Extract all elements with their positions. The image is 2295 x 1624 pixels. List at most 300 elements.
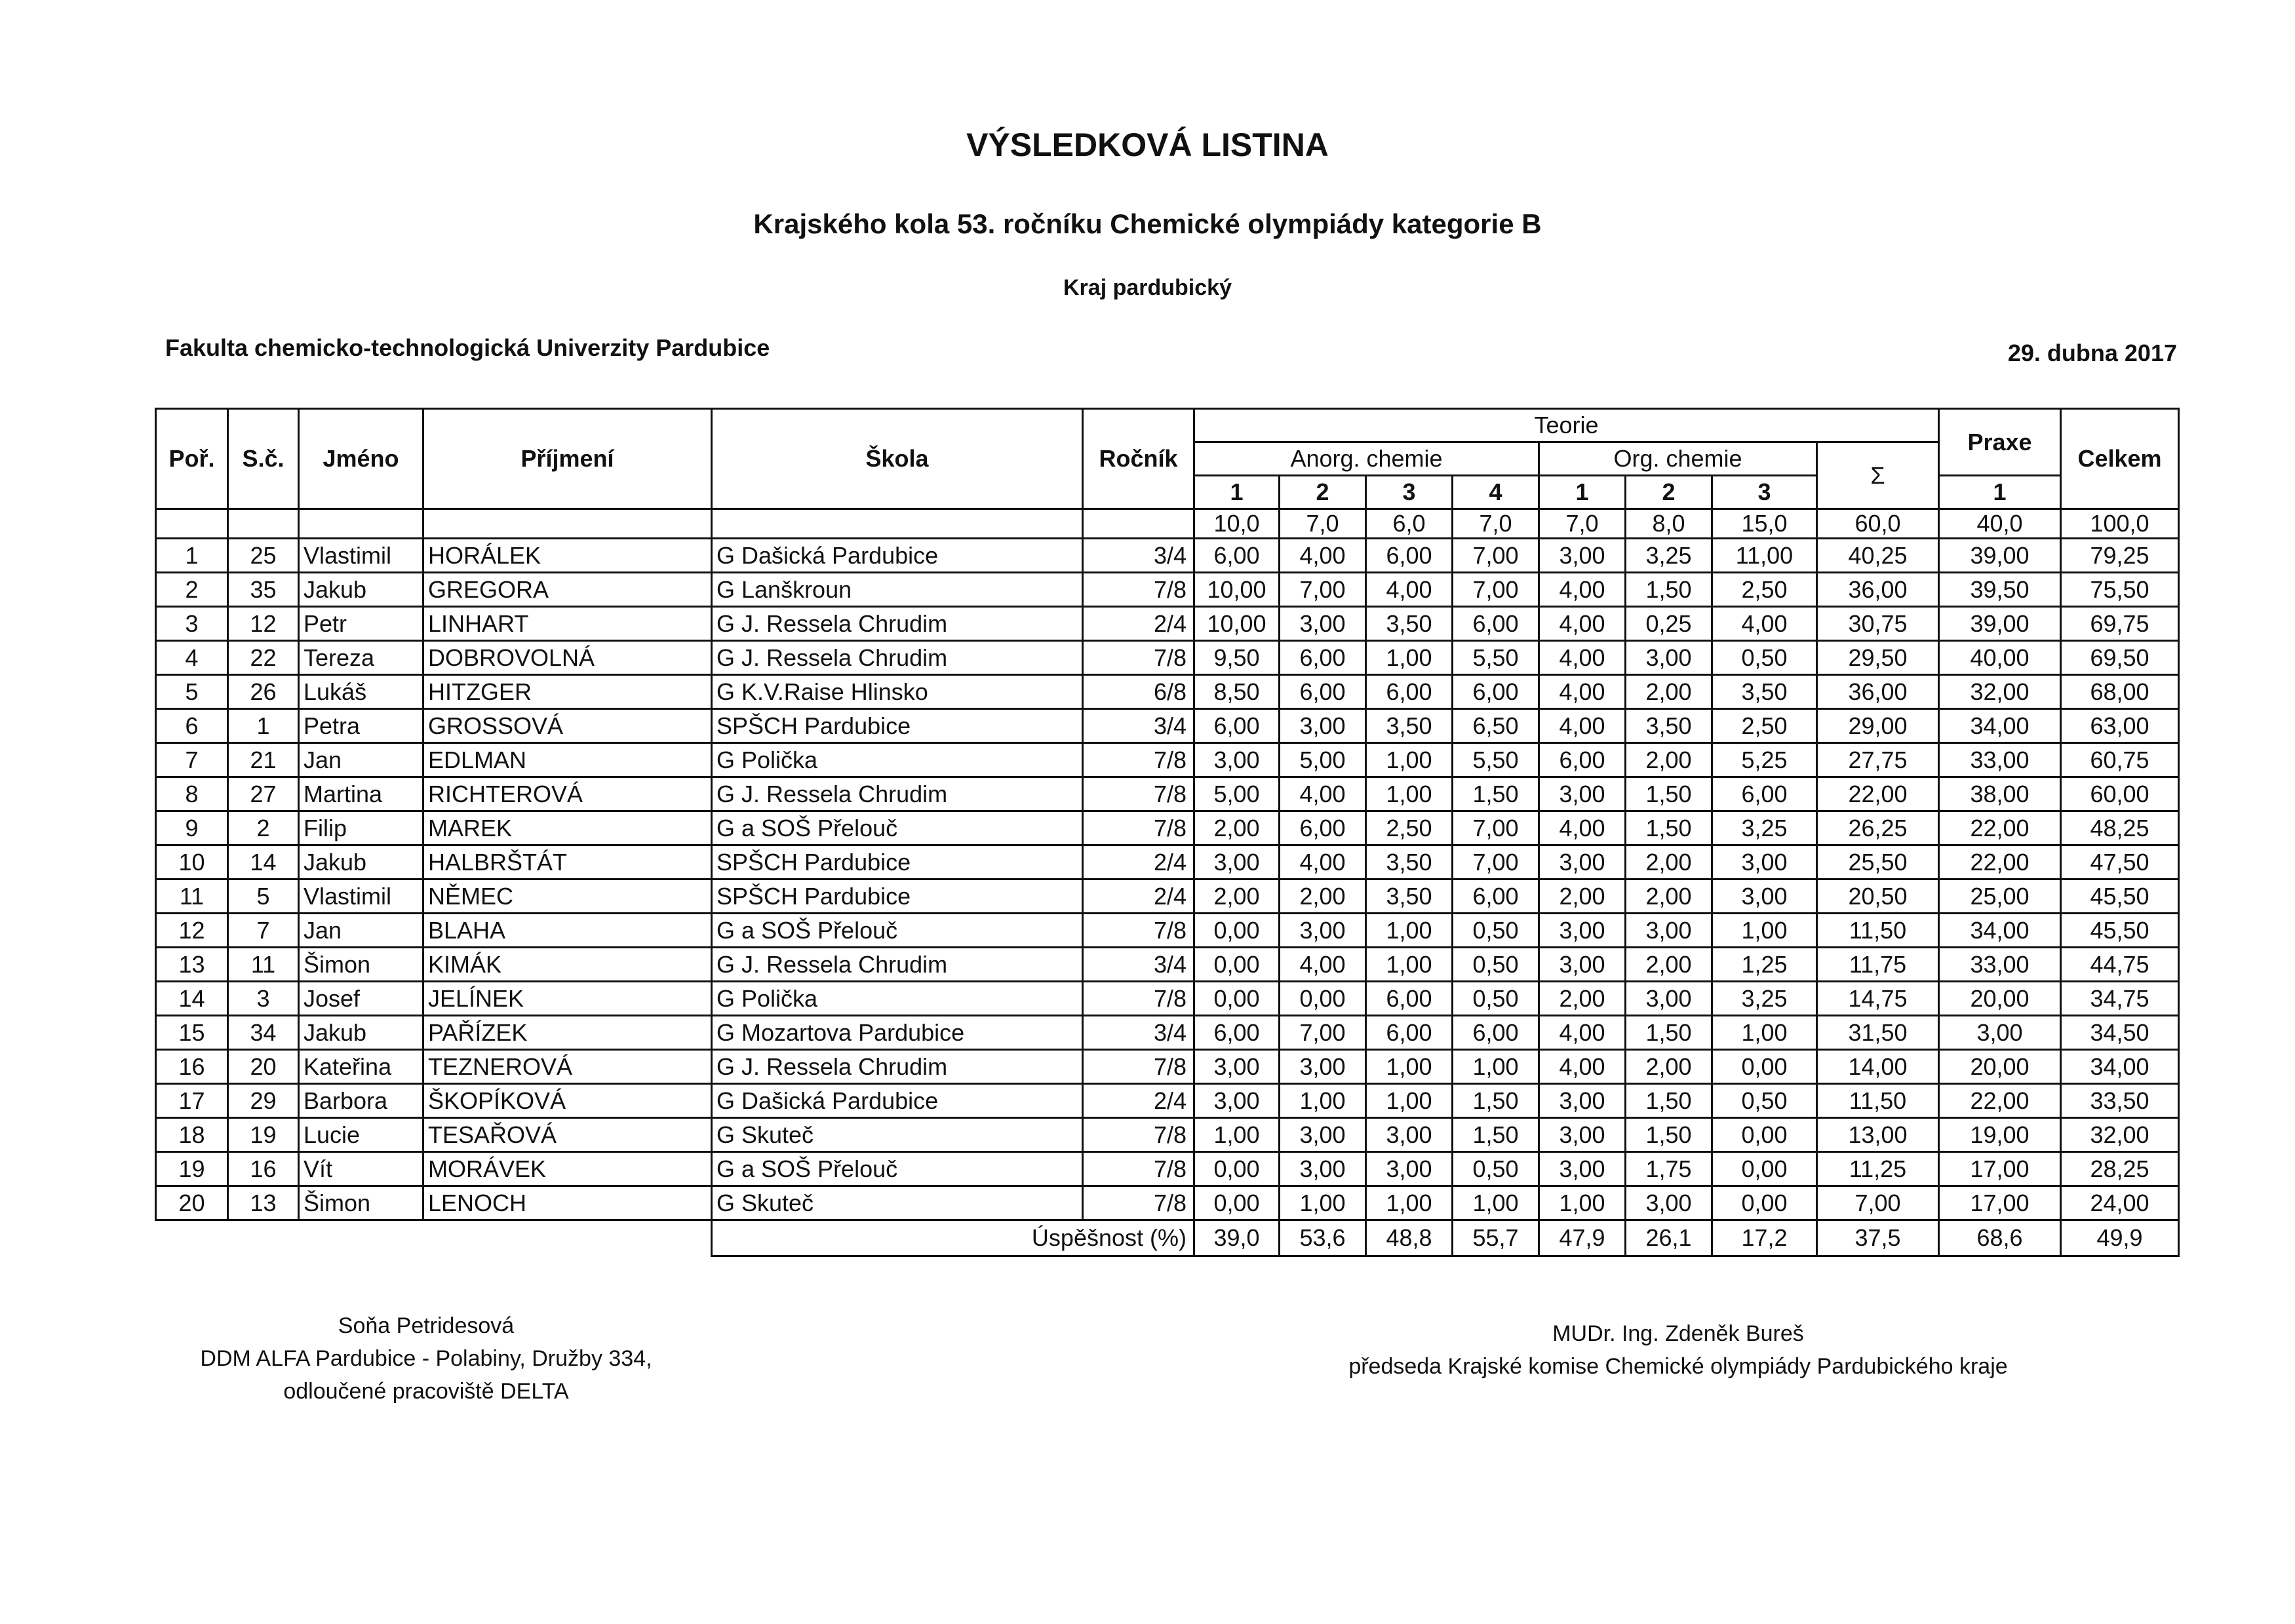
grade-cell: 2/4: [1083, 607, 1194, 641]
date-label: 29. dubna 2017: [2007, 339, 2177, 366]
max-points-cell: 6,0: [1366, 509, 1453, 539]
signature-left-line3: odloučené pracoviště DELTA: [283, 1379, 569, 1404]
last-name-cell: TEZNEROVÁ: [423, 1050, 712, 1084]
table-row: [156, 607, 2179, 641]
max-points-spacer: [156, 509, 228, 539]
org-3-cell: 0,50: [1712, 1084, 1817, 1118]
praxe-cell: 20,00: [1939, 1050, 2061, 1084]
max-points-spacer: [712, 509, 1083, 539]
anorg-3-cell: 3,50: [1366, 709, 1453, 743]
anorg-2-cell: 0,00: [1280, 982, 1366, 1016]
rank-cell: 12: [156, 914, 228, 948]
org-2-cell: 2,00: [1626, 1050, 1712, 1084]
anorg-1-cell: 3,00: [1194, 1050, 1280, 1084]
max-points-cell: 60,0: [1817, 509, 1939, 539]
anorg-1-cell: 0,00: [1194, 1152, 1280, 1186]
success-cell: 17,2: [1712, 1220, 1817, 1256]
school-cell: SPŠCH Pardubice: [712, 880, 1083, 914]
grade-cell: 7/8: [1083, 1152, 1194, 1186]
praxe-cell: 20,00: [1939, 982, 2061, 1016]
anorg-2-cell: 1,00: [1280, 1186, 1366, 1220]
grade-cell: 3/4: [1083, 539, 1194, 573]
start-number-cell: 14: [228, 845, 299, 880]
anorg-3-cell: 4,00: [1366, 573, 1453, 607]
rank-cell: 6: [156, 709, 228, 743]
faculty-label: Fakulta chemicko-technologická Univerzity Pardubice: [165, 334, 770, 361]
rank-cell: 1: [156, 539, 228, 573]
last-name-cell: HITZGER: [423, 675, 712, 709]
last-name-cell: NĚMEC: [423, 880, 712, 914]
max-points-cell: 40,0: [1939, 509, 2061, 539]
success-cell: 68,6: [1939, 1220, 2061, 1256]
school-cell: G Dašická Pardubice: [712, 539, 1083, 573]
anorg-1-cell: 9,50: [1194, 641, 1280, 675]
table-row: [156, 709, 2179, 743]
anorg-2-cell: 3,00: [1280, 1050, 1366, 1084]
last-name-cell: JELÍNEK: [423, 982, 712, 1016]
school-cell: G Dašická Pardubice: [712, 1084, 1083, 1118]
anorg-3-cell: 3,50: [1366, 607, 1453, 641]
anorg-4-cell: 1,00: [1453, 1050, 1539, 1084]
anorg-3-cell: 3,50: [1366, 880, 1453, 914]
rank-cell: 14: [156, 982, 228, 1016]
first-name-cell: Vít: [299, 1152, 423, 1186]
first-name-cell: Vlastimil: [299, 539, 423, 573]
anorg-3-cell: 1,00: [1366, 743, 1453, 777]
praxe-cell: 38,00: [1939, 777, 2061, 811]
school-cell: G J. Ressela Chrudim: [712, 777, 1083, 811]
rank-cell: 19: [156, 1152, 228, 1186]
anorg-1-cell: 10,00: [1194, 573, 1280, 607]
anorg-3-cell: 6,00: [1366, 539, 1453, 573]
rank-cell: 20: [156, 1186, 228, 1220]
anorg-1-cell: 10,00: [1194, 607, 1280, 641]
table-row: [156, 1152, 2179, 1186]
sigma-cell: 11,75: [1817, 948, 1939, 982]
praxe-cell: 40,00: [1939, 641, 2061, 675]
total-cell: 68,00: [2061, 675, 2179, 709]
sigma-cell: 14,75: [1817, 982, 1939, 1016]
grade-cell: 6/8: [1083, 675, 1194, 709]
region-label: Kraj pardubický: [1063, 275, 1232, 300]
anorg-2-cell: 6,00: [1280, 641, 1366, 675]
anorg-4-cell: 1,50: [1453, 1118, 1539, 1152]
anorg-4-cell: 1,50: [1453, 1084, 1539, 1118]
last-name-cell: GROSSOVÁ: [423, 709, 712, 743]
header-celkem: Celkem: [2061, 409, 2179, 509]
org-2-cell: 3,50: [1626, 709, 1712, 743]
school-cell: G J. Ressela Chrudim: [712, 1050, 1083, 1084]
grade-cell: 7/8: [1083, 1050, 1194, 1084]
table-row: [156, 777, 2179, 811]
org-3-cell: 5,25: [1712, 743, 1817, 777]
anorg-3-cell: 6,00: [1366, 675, 1453, 709]
anorg-1-cell: 1,00: [1194, 1118, 1280, 1152]
grade-cell: 2/4: [1083, 1084, 1194, 1118]
signature-right: [1285, 1317, 2071, 1383]
total-cell: 48,25: [2061, 811, 2179, 845]
table-row: [156, 914, 2179, 948]
anorg-4-cell: 0,50: [1453, 1152, 1539, 1186]
start-number-cell: 5: [228, 880, 299, 914]
grade-cell: 7/8: [1083, 573, 1194, 607]
anorg-3-cell: 1,00: [1366, 641, 1453, 675]
table-row: [156, 641, 2179, 675]
max-points-spacer: [1083, 509, 1194, 539]
school-cell: G Polička: [712, 743, 1083, 777]
header-anorg-3: 3: [1366, 476, 1453, 509]
first-name-cell: Martina: [299, 777, 423, 811]
org-2-cell: 1,50: [1626, 1084, 1712, 1118]
first-name-cell: Barbora: [299, 1084, 423, 1118]
header-rocnik: Ročník: [1083, 409, 1194, 509]
anorg-1-cell: 2,00: [1194, 811, 1280, 845]
max-points-spacer: [423, 509, 712, 539]
success-cell: 26,1: [1626, 1220, 1712, 1256]
org-2-cell: 1,50: [1626, 1118, 1712, 1152]
school-cell: G Skuteč: [712, 1118, 1083, 1152]
sigma-cell: 30,75: [1817, 607, 1939, 641]
table-row: [156, 743, 2179, 777]
sigma-cell: 11,50: [1817, 1084, 1939, 1118]
first-name-cell: Vlastimil: [299, 880, 423, 914]
anorg-1-cell: 0,00: [1194, 914, 1280, 948]
anorg-1-cell: 0,00: [1194, 1186, 1280, 1220]
success-cell: 49,9: [2061, 1220, 2179, 1256]
org-1-cell: 4,00: [1539, 573, 1626, 607]
praxe-cell: 39,50: [1939, 573, 2061, 607]
anorg-2-cell: 3,00: [1280, 607, 1366, 641]
header-anorg-4: 4: [1453, 476, 1539, 509]
anorg-3-cell: 6,00: [1366, 1016, 1453, 1050]
grade-cell: 7/8: [1083, 811, 1194, 845]
start-number-cell: 26: [228, 675, 299, 709]
header-sc: S.č.: [228, 409, 299, 509]
org-2-cell: 3,25: [1626, 539, 1712, 573]
last-name-cell: MAREK: [423, 811, 712, 845]
table-body: [156, 509, 2179, 1256]
school-cell: G Mozartova Pardubice: [712, 1016, 1083, 1050]
header-anorg: Anorg. chemie: [1194, 442, 1539, 476]
rank-cell: 17: [156, 1084, 228, 1118]
school-cell: G a SOŠ Přelouč: [712, 1152, 1083, 1186]
praxe-cell: 25,00: [1939, 880, 2061, 914]
start-number-cell: 22: [228, 641, 299, 675]
first-name-cell: Josef: [299, 982, 423, 1016]
praxe-cell: 34,00: [1939, 709, 2061, 743]
org-1-cell: 3,00: [1539, 914, 1626, 948]
org-3-cell: 0,00: [1712, 1186, 1817, 1220]
school-cell: G J. Ressela Chrudim: [712, 607, 1083, 641]
anorg-2-cell: 4,00: [1280, 777, 1366, 811]
school-cell: SPŠCH Pardubice: [712, 845, 1083, 880]
rank-cell: 5: [156, 675, 228, 709]
rank-cell: 15: [156, 1016, 228, 1050]
school-cell: G K.V.Raise Hlinsko: [712, 675, 1083, 709]
org-3-cell: 0,00: [1712, 1050, 1817, 1084]
anorg-2-cell: 4,00: [1280, 845, 1366, 880]
org-3-cell: 3,50: [1712, 675, 1817, 709]
org-1-cell: 4,00: [1539, 675, 1626, 709]
table-row: [156, 1118, 2179, 1152]
start-number-cell: 1: [228, 709, 299, 743]
org-3-cell: 2,50: [1712, 573, 1817, 607]
anorg-4-cell: 7,00: [1453, 573, 1539, 607]
success-row: [156, 1220, 2179, 1256]
org-3-cell: 4,00: [1712, 607, 1817, 641]
last-name-cell: BLAHA: [423, 914, 712, 948]
praxe-cell: 22,00: [1939, 811, 2061, 845]
org-1-cell: 4,00: [1539, 709, 1626, 743]
grade-cell: 2/4: [1083, 880, 1194, 914]
anorg-1-cell: 6,00: [1194, 539, 1280, 573]
school-cell: G Lanškroun: [712, 573, 1083, 607]
start-number-cell: 7: [228, 914, 299, 948]
anorg-4-cell: 6,50: [1453, 709, 1539, 743]
grade-cell: 7/8: [1083, 914, 1194, 948]
last-name-cell: HALBRŠTÁT: [423, 845, 712, 880]
praxe-cell: 39,00: [1939, 539, 2061, 573]
start-number-cell: 19: [228, 1118, 299, 1152]
org-2-cell: 1,50: [1626, 777, 1712, 811]
header-org: Org. chemie: [1539, 442, 1817, 476]
header-org-3: 3: [1712, 476, 1817, 509]
header-org-2: 2: [1626, 476, 1712, 509]
anorg-4-cell: 7,00: [1453, 539, 1539, 573]
org-3-cell: 3,25: [1712, 982, 1817, 1016]
praxe-cell: 17,00: [1939, 1186, 2061, 1220]
anorg-4-cell: 7,00: [1453, 811, 1539, 845]
grade-cell: 7/8: [1083, 743, 1194, 777]
first-name-cell: Jakub: [299, 1016, 423, 1050]
start-number-cell: 35: [228, 573, 299, 607]
start-number-cell: 34: [228, 1016, 299, 1050]
signature-right-line2: předseda Krajské komise Chemické olympiády Pardubického kraje: [1348, 1354, 2008, 1379]
org-3-cell: 0,00: [1712, 1152, 1817, 1186]
org-2-cell: 1,75: [1626, 1152, 1712, 1186]
sigma-cell: 36,00: [1817, 573, 1939, 607]
max-points-row: [156, 509, 2179, 539]
praxe-cell: 19,00: [1939, 1118, 2061, 1152]
total-cell: 44,75: [2061, 948, 2179, 982]
first-name-cell: Jan: [299, 743, 423, 777]
anorg-1-cell: 3,00: [1194, 845, 1280, 880]
success-cell: 48,8: [1366, 1220, 1453, 1256]
last-name-cell: LENOCH: [423, 1186, 712, 1220]
header-anorg-2: 2: [1280, 476, 1366, 509]
rank-cell: 2: [156, 573, 228, 607]
table-row: [156, 573, 2179, 607]
org-3-cell: 3,25: [1712, 811, 1817, 845]
anorg-1-cell: 3,00: [1194, 743, 1280, 777]
anorg-1-cell: 3,00: [1194, 1084, 1280, 1118]
org-3-cell: 0,00: [1712, 1118, 1817, 1152]
signature-right-name: MUDr. Ing. Zdeněk Bureš: [1552, 1321, 1804, 1346]
anorg-3-cell: 3,50: [1366, 845, 1453, 880]
max-points-cell: 100,0: [2061, 509, 2179, 539]
org-1-cell: 2,00: [1539, 982, 1626, 1016]
table-row: [156, 948, 2179, 982]
max-points-cell: 15,0: [1712, 509, 1817, 539]
org-2-cell: 2,00: [1626, 880, 1712, 914]
total-cell: 34,75: [2061, 982, 2179, 1016]
total-cell: 60,00: [2061, 777, 2179, 811]
anorg-2-cell: 3,00: [1280, 1118, 1366, 1152]
sigma-cell: 27,75: [1817, 743, 1939, 777]
sigma-cell: 25,50: [1817, 845, 1939, 880]
first-name-cell: Kateřina: [299, 1050, 423, 1084]
max-points-cell: 7,0: [1280, 509, 1366, 539]
sigma-cell: 40,25: [1817, 539, 1939, 573]
org-2-cell: 2,00: [1626, 845, 1712, 880]
total-cell: 47,50: [2061, 845, 2179, 880]
first-name-cell: Filip: [299, 811, 423, 845]
success-cell: 39,0: [1194, 1220, 1280, 1256]
last-name-cell: TESAŘOVÁ: [423, 1118, 712, 1152]
table-row: [156, 880, 2179, 914]
anorg-2-cell: 5,00: [1280, 743, 1366, 777]
last-name-cell: MORÁVEK: [423, 1152, 712, 1186]
header-teorie: Teorie: [1194, 409, 1939, 442]
anorg-2-cell: 1,00: [1280, 1084, 1366, 1118]
last-name-cell: RICHTEROVÁ: [423, 777, 712, 811]
praxe-cell: 22,00: [1939, 1084, 2061, 1118]
anorg-4-cell: 5,50: [1453, 743, 1539, 777]
total-cell: 63,00: [2061, 709, 2179, 743]
last-name-cell: PAŘÍZEK: [423, 1016, 712, 1050]
school-cell: G J. Ressela Chrudim: [712, 948, 1083, 982]
org-3-cell: 3,00: [1712, 845, 1817, 880]
sigma-cell: 36,00: [1817, 675, 1939, 709]
start-number-cell: 3: [228, 982, 299, 1016]
org-3-cell: 1,00: [1712, 1016, 1817, 1050]
anorg-2-cell: 3,00: [1280, 709, 1366, 743]
org-2-cell: 2,00: [1626, 675, 1712, 709]
org-2-cell: 2,00: [1626, 743, 1712, 777]
success-label: Úspěšnost (%): [712, 1220, 1194, 1256]
grade-cell: 7/8: [1083, 641, 1194, 675]
last-name-cell: DOBROVOLNÁ: [423, 641, 712, 675]
anorg-1-cell: 6,00: [1194, 709, 1280, 743]
total-cell: 75,50: [2061, 573, 2179, 607]
first-name-cell: Lukáš: [299, 675, 423, 709]
org-1-cell: 4,00: [1539, 811, 1626, 845]
page-subtitle: Krajského kola 53. ročníku Chemické olympiády kategorie B: [753, 208, 1542, 239]
anorg-1-cell: 2,00: [1194, 880, 1280, 914]
success-cell: 47,9: [1539, 1220, 1626, 1256]
org-2-cell: 2,00: [1626, 948, 1712, 982]
start-number-cell: 2: [228, 811, 299, 845]
table-row: [156, 675, 2179, 709]
start-number-cell: 21: [228, 743, 299, 777]
header-sigma: Σ: [1817, 442, 1939, 509]
sigma-cell: 22,00: [1817, 777, 1939, 811]
org-2-cell: 1,50: [1626, 1016, 1712, 1050]
sigma-cell: 7,00: [1817, 1186, 1939, 1220]
anorg-2-cell: 7,00: [1280, 1016, 1366, 1050]
total-cell: 79,25: [2061, 539, 2179, 573]
total-cell: 33,50: [2061, 1084, 2179, 1118]
anorg-1-cell: 0,00: [1194, 982, 1280, 1016]
org-3-cell: 1,00: [1712, 914, 1817, 948]
org-3-cell: 2,50: [1712, 709, 1817, 743]
last-name-cell: GREGORA: [423, 573, 712, 607]
header-jmeno: Jméno: [299, 409, 423, 509]
max-points-cell: 10,0: [1194, 509, 1280, 539]
praxe-cell: 22,00: [1939, 845, 2061, 880]
praxe-cell: 17,00: [1939, 1152, 2061, 1186]
header-por: Poř.: [156, 409, 228, 509]
total-cell: 69,50: [2061, 641, 2179, 675]
rank-cell: 3: [156, 607, 228, 641]
first-name-cell: Lucie: [299, 1118, 423, 1152]
anorg-3-cell: 1,00: [1366, 948, 1453, 982]
header-org-1: 1: [1539, 476, 1626, 509]
org-1-cell: 3,00: [1539, 777, 1626, 811]
praxe-cell: 33,00: [1939, 743, 2061, 777]
anorg-4-cell: 6,00: [1453, 880, 1539, 914]
school-cell: G J. Ressela Chrudim: [712, 641, 1083, 675]
org-1-cell: 3,00: [1539, 845, 1626, 880]
rank-cell: 4: [156, 641, 228, 675]
anorg-2-cell: 3,00: [1280, 914, 1366, 948]
start-number-cell: 13: [228, 1186, 299, 1220]
org-2-cell: 3,00: [1626, 914, 1712, 948]
success-blank: [156, 1220, 712, 1256]
header-prijmeni: Příjmení: [423, 409, 712, 509]
praxe-cell: 34,00: [1939, 914, 2061, 948]
anorg-4-cell: 6,00: [1453, 1016, 1539, 1050]
grade-cell: 3/4: [1083, 709, 1194, 743]
anorg-2-cell: 2,00: [1280, 880, 1366, 914]
table-row: [156, 1186, 2179, 1220]
anorg-3-cell: 1,00: [1366, 1084, 1453, 1118]
org-3-cell: 3,00: [1712, 880, 1817, 914]
table-row: [156, 982, 2179, 1016]
org-1-cell: 4,00: [1539, 641, 1626, 675]
anorg-4-cell: 1,00: [1453, 1186, 1539, 1220]
signature-left-line2: DDM ALFA Pardubice - Polabiny, Družby 334,: [200, 1346, 652, 1371]
max-points-spacer: [299, 509, 423, 539]
total-cell: 32,00: [2061, 1118, 2179, 1152]
anorg-2-cell: 4,00: [1280, 539, 1366, 573]
grade-cell: 3/4: [1083, 948, 1194, 982]
anorg-4-cell: 7,00: [1453, 845, 1539, 880]
school-cell: SPŠCH Pardubice: [712, 709, 1083, 743]
anorg-3-cell: 3,00: [1366, 1118, 1453, 1152]
total-cell: 34,50: [2061, 1016, 2179, 1050]
first-name-cell: Jakub: [299, 573, 423, 607]
table-row: [156, 1050, 2179, 1084]
org-1-cell: 2,00: [1539, 880, 1626, 914]
anorg-4-cell: 1,50: [1453, 777, 1539, 811]
sigma-cell: 20,50: [1817, 880, 1939, 914]
first-name-cell: Petr: [299, 607, 423, 641]
praxe-cell: 32,00: [1939, 675, 2061, 709]
first-name-cell: Jan: [299, 914, 423, 948]
table-row: [156, 845, 2179, 880]
org-2-cell: 3,00: [1626, 982, 1712, 1016]
sigma-cell: 29,00: [1817, 709, 1939, 743]
anorg-4-cell: 0,50: [1453, 914, 1539, 948]
anorg-2-cell: 4,00: [1280, 948, 1366, 982]
school-cell: G a SOŠ Přelouč: [712, 914, 1083, 948]
grade-cell: 7/8: [1083, 1118, 1194, 1152]
start-number-cell: 20: [228, 1050, 299, 1084]
anorg-3-cell: 3,00: [1366, 1152, 1453, 1186]
rank-cell: 7: [156, 743, 228, 777]
org-2-cell: 1,50: [1626, 811, 1712, 845]
